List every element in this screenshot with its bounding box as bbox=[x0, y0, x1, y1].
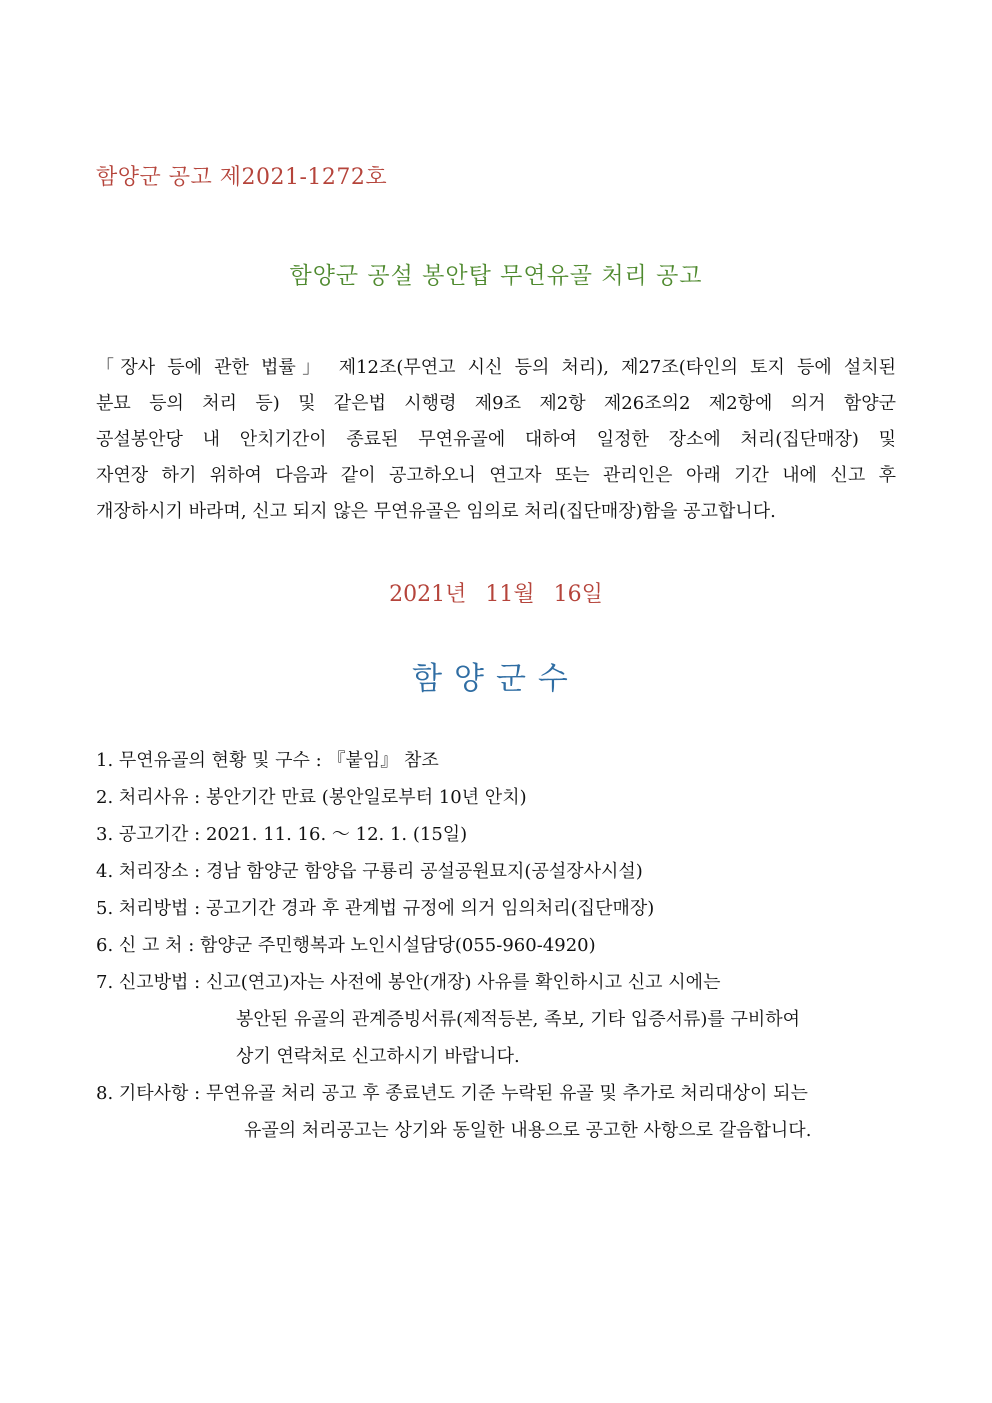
item-continuation: 상기 연락처로 신고하시기 바랍니다. bbox=[236, 1046, 520, 1067]
notice-body bbox=[96, 350, 896, 530]
item-text: 8. 기타사항 : 무연유골 처리 공고 후 종료년도 기준 누락된 유골 및 추가로 처리대상이 되는 bbox=[96, 1083, 808, 1104]
item-text: 6. 신 고 처 : 함양군 주민행복과 노인시설담당(055-960-4920) bbox=[96, 935, 596, 956]
item-text: 1. 무연유골의 현황 및 구수 : 『붙임』 참조 bbox=[96, 750, 439, 771]
item-text: 2. 처리사유 : 봉안기간 만료 (봉안일로부터 10년 안치) bbox=[96, 787, 527, 808]
issuer-name: 함양군수 bbox=[412, 661, 580, 697]
item-text: 3. 공고기간 : 2021. 11. 16. ～ 12. 1. (15일) bbox=[96, 824, 468, 845]
notice-date: 2021년 11월 16일 bbox=[389, 582, 603, 607]
body-line: 공설봉안당 내 안치기간이 종료된 무연유골에 대하여 일정한 장소에 처리(집단매장) 및 bbox=[96, 429, 896, 450]
item-report-method bbox=[96, 964, 896, 1001]
item-period bbox=[96, 816, 896, 853]
notice-number: 함양군 공고 제2021-1272호 bbox=[96, 165, 388, 190]
body-line: 분묘 등의 처리 등) 및 같은법 시행령 제9조 제2항 제26조의2 제2항에 의거 함양군 bbox=[96, 393, 896, 414]
item-text: 5. 처리방법 : 공고기간 경과 후 관계법 규정에 의거 임의처리(집단매장) bbox=[96, 898, 655, 919]
item-location bbox=[96, 853, 896, 890]
item-continuation: 봉안된 유골의 관계증빙서류(제적등본, 족보, 기타 입증서류)를 구비하여 bbox=[236, 1009, 801, 1030]
item-continuation: 유골의 처리공고는 상기와 동일한 내용으로 공고한 사항으로 갈음합니다. bbox=[244, 1120, 812, 1141]
body-line: 개장하시기 바라며, 신고 되지 않은 무연유골은 임의로 처리(집단매장)함을 공고합니다. bbox=[96, 501, 776, 522]
item-other bbox=[96, 1075, 896, 1112]
item-text: 7. 신고방법 : 신고(연고)자는 사전에 봉안(개장) 사유를 확인하시고 신고 시에는 bbox=[96, 972, 721, 993]
body-line: 「장사 등에 관한 법률」 제12조(무연고 시신 등의 처리), 제27조(타인의 토지 등에 설치된 bbox=[96, 357, 896, 378]
item-method bbox=[96, 890, 896, 927]
item-contact bbox=[96, 927, 896, 964]
body-line: 자연장 하기 위하여 다음과 같이 공고하오니 연고자 또는 관리인은 아래 기간 내에 신고 후 bbox=[96, 465, 896, 486]
notice-items bbox=[96, 742, 896, 1149]
notice-title: 함양군 공설 봉안탑 무연유골 처리 공고 bbox=[289, 263, 703, 289]
item-text: 4. 처리장소 : 경남 함양군 함양읍 구룡리 공설공원묘지(공설장사시설) bbox=[96, 861, 643, 882]
item-reason bbox=[96, 779, 896, 816]
item-status bbox=[96, 742, 896, 779]
